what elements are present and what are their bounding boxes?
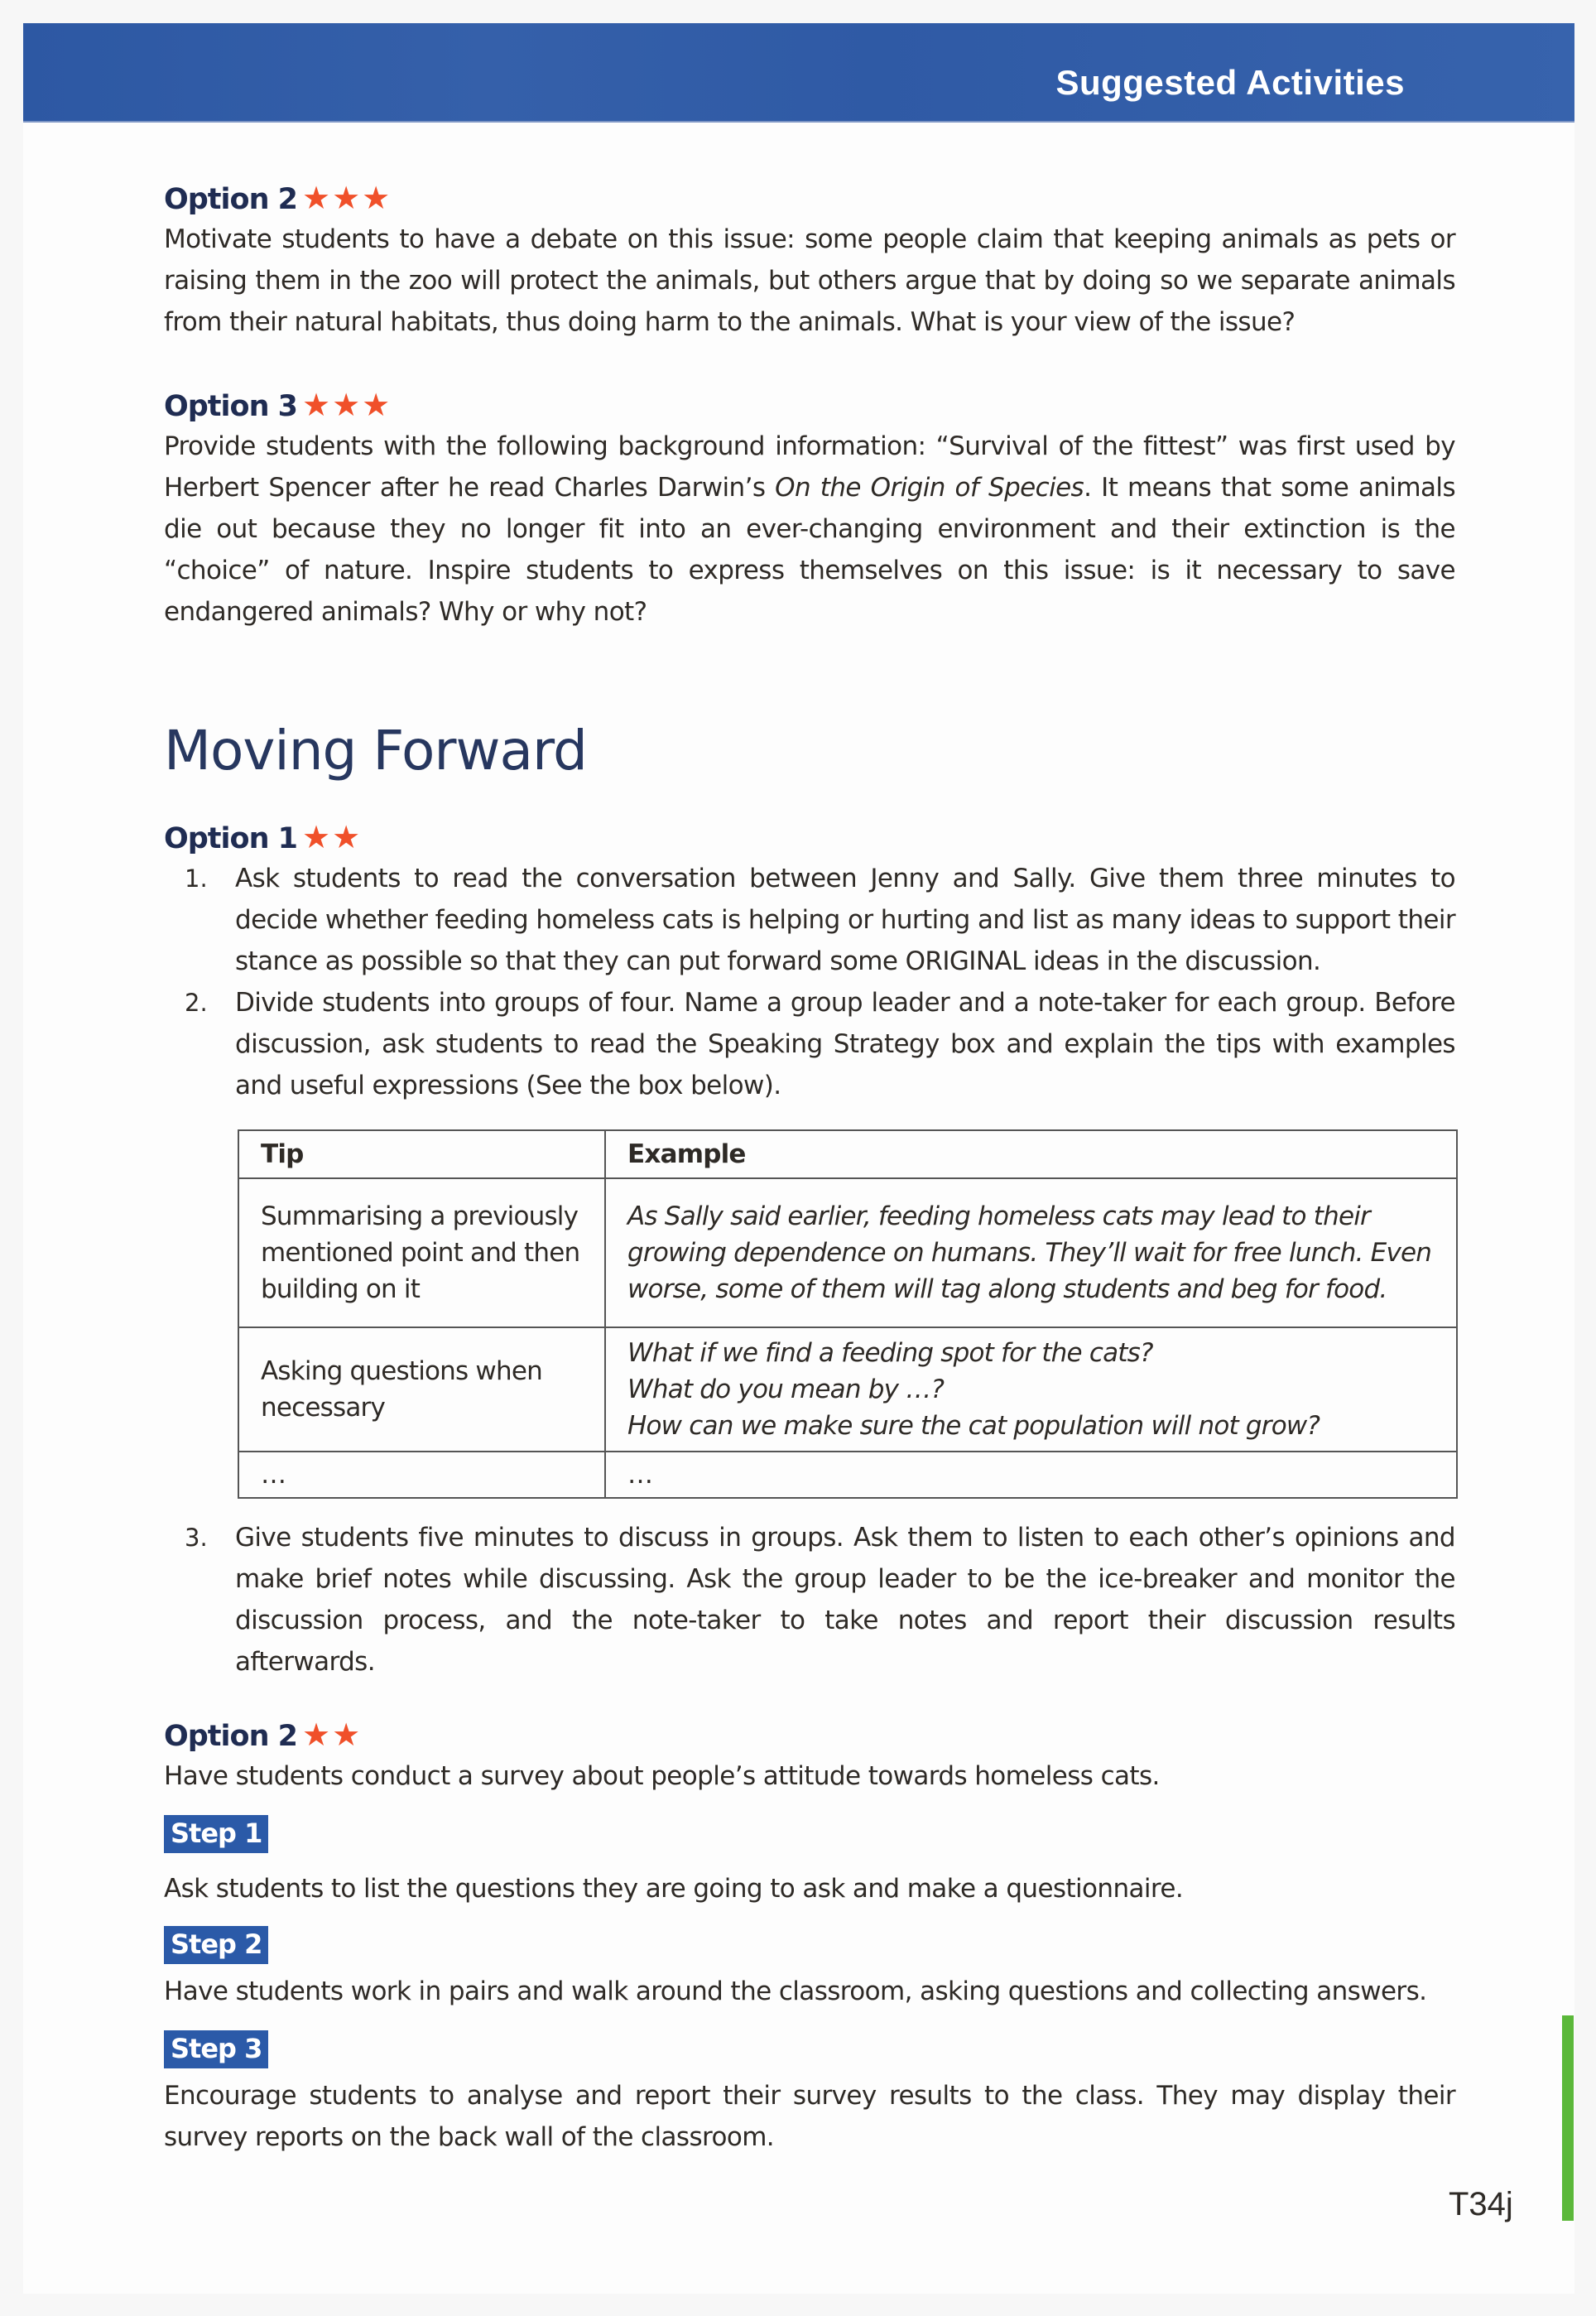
list-item <box>164 1517 1455 1683</box>
table-header-row <box>238 1130 1457 1178</box>
step-badge: Step 1 <box>164 1815 268 1853</box>
option-intro: Have students conduct a survey about people’s attitude towards homeless cats. <box>164 1761 1160 1791</box>
example-cell: As Sally said earlier, feeding homeless cats may lead to their growing dependence on humans. They’ll wait for free lunch. Even worse, some of them will tag along students and beg for food. <box>605 1178 1457 1327</box>
tip-cell: … <box>238 1452 605 1498</box>
example-line: What do you mean by …? <box>627 1375 945 1404</box>
list-item <box>164 982 1455 1106</box>
list-text: Divide students into groups of four. Name a group leader and a note-taker for each group. Before discussion, ask students to read the Speaking Strategy box and explain the tips with examples and useful expressions (See the box below). <box>235 988 1455 1100</box>
column-header-example: Example <box>605 1130 1457 1178</box>
list-number: 1. <box>185 864 208 893</box>
mf-option-1-continued <box>164 1517 1455 1683</box>
list-number: 2. <box>185 989 208 1017</box>
example-cell <box>605 1327 1457 1452</box>
example-line: How can we make sure the cat population will not grow? <box>627 1411 1320 1441</box>
side-tab-marker <box>1562 2015 1574 2221</box>
option-heading <box>164 1716 1455 1755</box>
step-block <box>164 1815 1455 1909</box>
option-label: Option 3 <box>164 390 298 423</box>
option-label: Option 1 <box>164 822 298 855</box>
step-block <box>164 2030 1455 2158</box>
mf-option-1 <box>164 818 1455 1106</box>
step-block <box>164 1926 1455 2012</box>
banner-title: Suggested Activities <box>1055 63 1405 102</box>
section-title: Moving Forward <box>164 719 587 782</box>
instruction-list <box>164 1517 1455 1683</box>
column-header-tip: Tip <box>238 1130 605 1178</box>
book-title: On the Origin of Species <box>775 473 1084 503</box>
option-2-top <box>164 179 1455 343</box>
option-text <box>164 426 1455 633</box>
star-rating-icon: ★★ <box>302 1717 363 1753</box>
moving-forward-section <box>164 719 1455 782</box>
option-heading <box>164 386 1455 426</box>
option-label: Option 2 <box>164 1720 298 1753</box>
text-part: . It means that some animals die out because they no longer fit into an ever-changing environment and their extinction is the “choice” of nature. Inspire students to express themselves on this issue: is it necessary to save endangered animals? Why or why not? <box>164 473 1455 627</box>
star-rating-icon: ★★★ <box>302 387 392 423</box>
list-item <box>164 858 1455 982</box>
step-badge: Step 2 <box>164 1926 268 1964</box>
text-part: Provide students with the following background information: “Survival of the fittest” was first used by Herbert Spencer after he read Charles Darwin’s <box>164 431 1455 503</box>
table-row <box>238 1327 1457 1452</box>
star-rating-icon: ★★★ <box>302 180 392 216</box>
tip-cell: Summarising a previously mentioned point and then building on it <box>238 1178 605 1327</box>
table-row <box>238 1452 1457 1498</box>
option-heading <box>164 179 1455 219</box>
example-line: What if we find a feeding spot for the cats? <box>627 1338 1153 1368</box>
tip-cell: Asking questions when necessary <box>238 1327 605 1452</box>
header-banner <box>23 23 1574 123</box>
option-heading <box>164 818 1455 858</box>
list-text: Ask students to read the conversation between Jenny and Sally. Give them three minutes to decide whether feeding homeless cats is helping or hurting and list as many ideas to support their stance as possible so that they can put forward some ORIGINAL ideas in the discussion. <box>235 864 1455 976</box>
option-3-top <box>164 386 1455 633</box>
table-row <box>238 1178 1457 1327</box>
speaking-strategy-table <box>238 1129 1458 1499</box>
step-text: Ask students to list the questions they are going to ask and make a questionnaire. <box>164 1874 1184 1904</box>
step-text: Have students work in pairs and walk around the classroom, asking questions and collecting answers. <box>164 1977 1427 2006</box>
star-rating-icon: ★★ <box>302 819 363 855</box>
instruction-list <box>164 858 1455 1106</box>
list-number: 3. <box>185 1524 208 1552</box>
option-text: Motivate students to have a debate on this issue: some people claim that keeping animals as pets or raising them in the zoo will protect the animals, but others argue that by doing so we separate animals from their natural habitats, thus doing harm to the animals. What is your view of the issue? <box>164 224 1455 337</box>
step-badge: Step 3 <box>164 2030 268 2068</box>
option-label: Option 2 <box>164 183 298 216</box>
page-number: T34j <box>1449 2186 1513 2222</box>
example-cell: … <box>605 1452 1457 1498</box>
step-text: Encourage students to analyse and report their survey results to the class. They may display their survey reports on the back wall of the classroom. <box>164 2081 1455 2152</box>
list-text: Give students five minutes to discuss in groups. Ask them to listen to each other’s opinions and make brief notes while discussing. Ask the group leader to be the ice-breaker and monitor the discussion process, and the note-taker to take notes and report their discussion results afterwards. <box>235 1523 1455 1677</box>
mf-option-2 <box>164 1716 1455 2158</box>
